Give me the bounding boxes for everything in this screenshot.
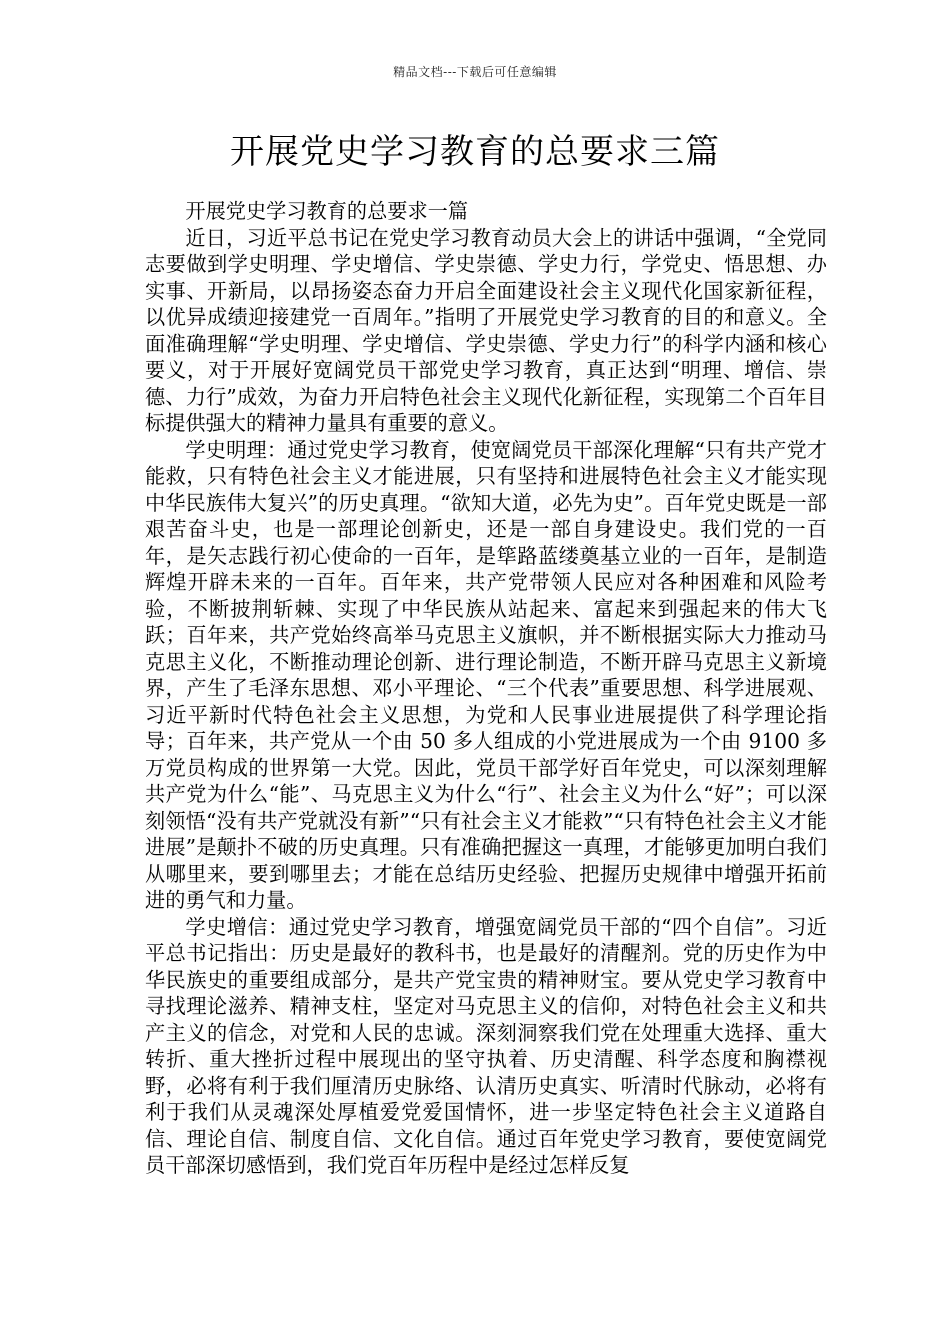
- section-heading: 开展党史学习教育的总要求一篇: [185, 199, 469, 223]
- paragraph-intro: 近日，习近平总书记在党史学习教育动员大会上的讲话中强调，“全党同志要做到学史明理、学史增信、学史崇德、学史力行，学党史、悟思想、办实事、开新局，以昂扬姿态奋力开启全面建设社会主义现代化国家新征程，以优异成绩迎接建党一百周年。”指明了开展党史学习教育的目的和意义。全面准确理解“学史明理、学史增信、学史崇德、学史力行”的科学内涵和核心要义，对于开展好宽阔党员干部党史学习教育，真正达到“明理、增信、崇德、力行”成效，为奋力开启特色社会主义现代化新征程，实现第二个百年目标提供强大的精神力量具有重要的意义。: [145, 225, 827, 435]
- document-body: [145, 198, 827, 1179]
- paragraph-xueshi-mingli: 学史明理：通过党史学习教育，使宽阔党员干部深化理解“只有共产党才能救，只有特色社会主义才能进展，只有坚持和进展特色社会主义才能实现中华民族伟大复兴”的历史真理。“欲知大道，必先为史”。百年党史既是一部艰苦奋斗史，也是一部理论创新史，还是一部自身建设史。我们党的一百年，是矢志践行初心使命的一百年，是筚路蓝缕奠基立业的一百年，是制造辉煌开辟未来的一百年。百年来，共产党带领人民应对各种困难和风险考验，不断披荆斩棘、实现了中华民族从站起来、富起来到强起来的伟大飞跃；百年来，共产党始终高举马克思主义旗帜，并不断根据实际大力推动马克思主义化，不断推动理论创新、进行理论制造，不断开辟马克思主义新境界，产生了毛泽东思想、邓小平理论、“三个代表”重要思想、科学进展观、习近平新时代特色社会主义思想，为党和人民事业进展提供了科学理论指导；百年来，共产党从一个由 50 多人组成的小党进展成为一个由 9100 多万党员构成的世界第一大党。因此，党员干部学好百年党史，可以深刻理解共产党为什么“能”、马克思主义为什么“行”、社会主义为什么“好”；可以深刻领悟“没有共产党就没有新”“只有社会主义才能救”“只有特色社会主义才能进展”是颠扑不破的历史真理。只有准确把握这一真理，才能够更加明白我们从哪里来，要到哪里去；才能在总结历史经验、把握历史规律中增强开拓前进的勇气和力量。: [145, 437, 827, 912]
- paragraph-xueshi-zengxin: 学史增信：通过党史学习教育，增强宽阔党员干部的“四个自信”。习近平总书记指出：历史是最好的教科书，也是最好的清醒剂。党的历史作为中华民族史的重要组成部分，是共产党宝贵的精神财宝。要从党史学习教育中寻找理论滋养、精神支柱，坚定对马克思主义的信仰，对特色社会主义和共产主义的信念，对党和人民的忠诚。深刻洞察我们党在处理重大选择、重大转折、重大挫折过程中展现出的坚守执着、历史清醒、科学态度和胸襟视野，必将有利于我们厘清历史脉络、认清历史真实、听清时代脉动，必将有利于我们从灵魂深处厚植爱党爱国情怀，进一步坚定特色社会主义道路自信、理论自信、制度自信、文化自信。通过百年党史学习教育，要使宽阔党员干部深切感悟到，我们党百年历程中是经过怎样反复: [145, 914, 827, 1177]
- document-title: 开展党史学习教育的总要求三篇: [230, 132, 720, 172]
- header-note: 精品文档---下载后可任意编辑: [393, 65, 557, 79]
